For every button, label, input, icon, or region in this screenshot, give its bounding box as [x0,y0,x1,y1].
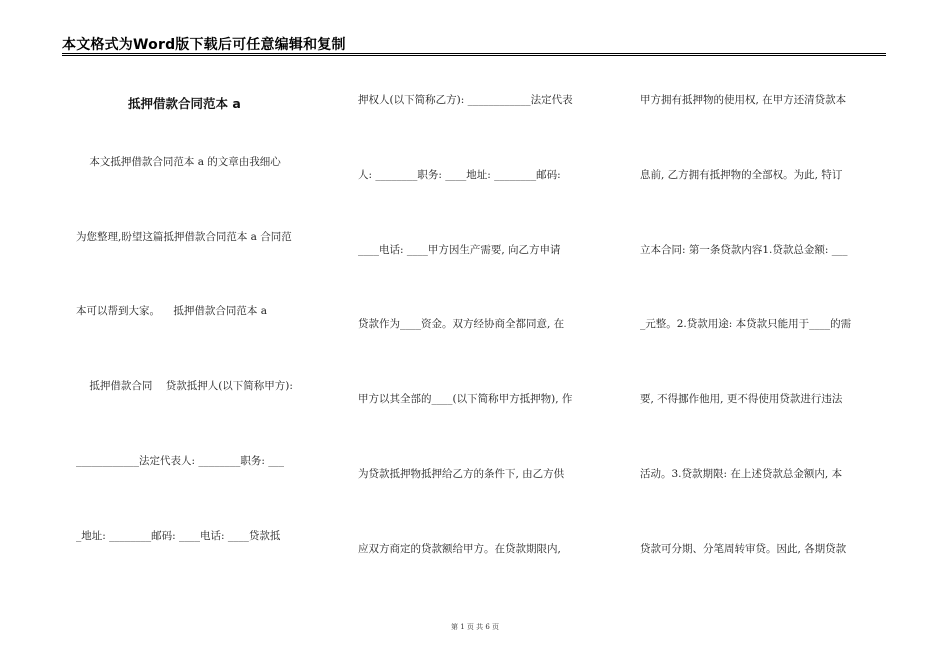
body-line: _地址: ________邮码: ____电话: ____贷款抵 [76,530,281,542]
body-line: 贷款作为____资金。双方经协商全都同意, 在 [358,318,565,330]
body-line: 押权人(以下简称乙方): ____________法定代表 [358,94,573,106]
body-line: ____电话: ____甲方因生产需要, 向乙方申请 [358,244,561,256]
body-line: 贷款可分期、分笔周转审贷。因此, 各期贷款 [640,543,847,555]
body-line: 甲方以其全部的____(以下简称甲方抵押物), 作 [358,393,573,405]
body-line: 应双方商定的贷款额给甲方。在贷款期限内, [358,543,561,555]
body-line: 人: ________职务: ____地址: ________邮码: [358,169,561,181]
body-line: ____________法定代表人: ________职务: ___ [76,455,285,467]
document-title: 抵押借款合同范本 a [128,96,241,111]
body-line: 要, 不得挪作他用, 更不得使用贷款进行违法 [640,393,843,405]
body-line: 本可以帮到大家。 抵押借款合同范本 a [76,305,267,317]
body-line: 为贷款抵押物抵押给乙方的条件下, 由乙方供 [358,468,565,480]
body-line: 甲方拥有抵押物的使用权, 在甲方还清贷款本 [640,94,847,106]
body-line: 本文抵押借款合同范本 a 的文章由我细心 [76,156,281,168]
header-rule [62,53,886,54]
body-line: 抵押借款合同 贷款抵押人(以下简称甲方): [76,380,293,392]
body-line: 为您整理,盼望这篇抵押借款合同范本 a 合同范 [76,231,292,243]
body-line: 息前, 乙方拥有抵押物的全部权。为此, 特订 [640,169,843,181]
body-line: 活动。3.贷款期限: 在上述贷款总金额内, 本 [640,468,843,480]
body-line: _元整。2.贷款用途: 本贷款只能用于____的需 [640,318,852,330]
body-line: 立本合同: 第一条贷款内容1.贷款总金额: ___ [640,244,848,256]
header-rule-double [62,55,886,56]
header-title: 本文格式为Word版下载后可任意编辑和复制 [62,37,346,53]
page-number-footer: 第 1 页 共 6 页 [450,623,500,631]
